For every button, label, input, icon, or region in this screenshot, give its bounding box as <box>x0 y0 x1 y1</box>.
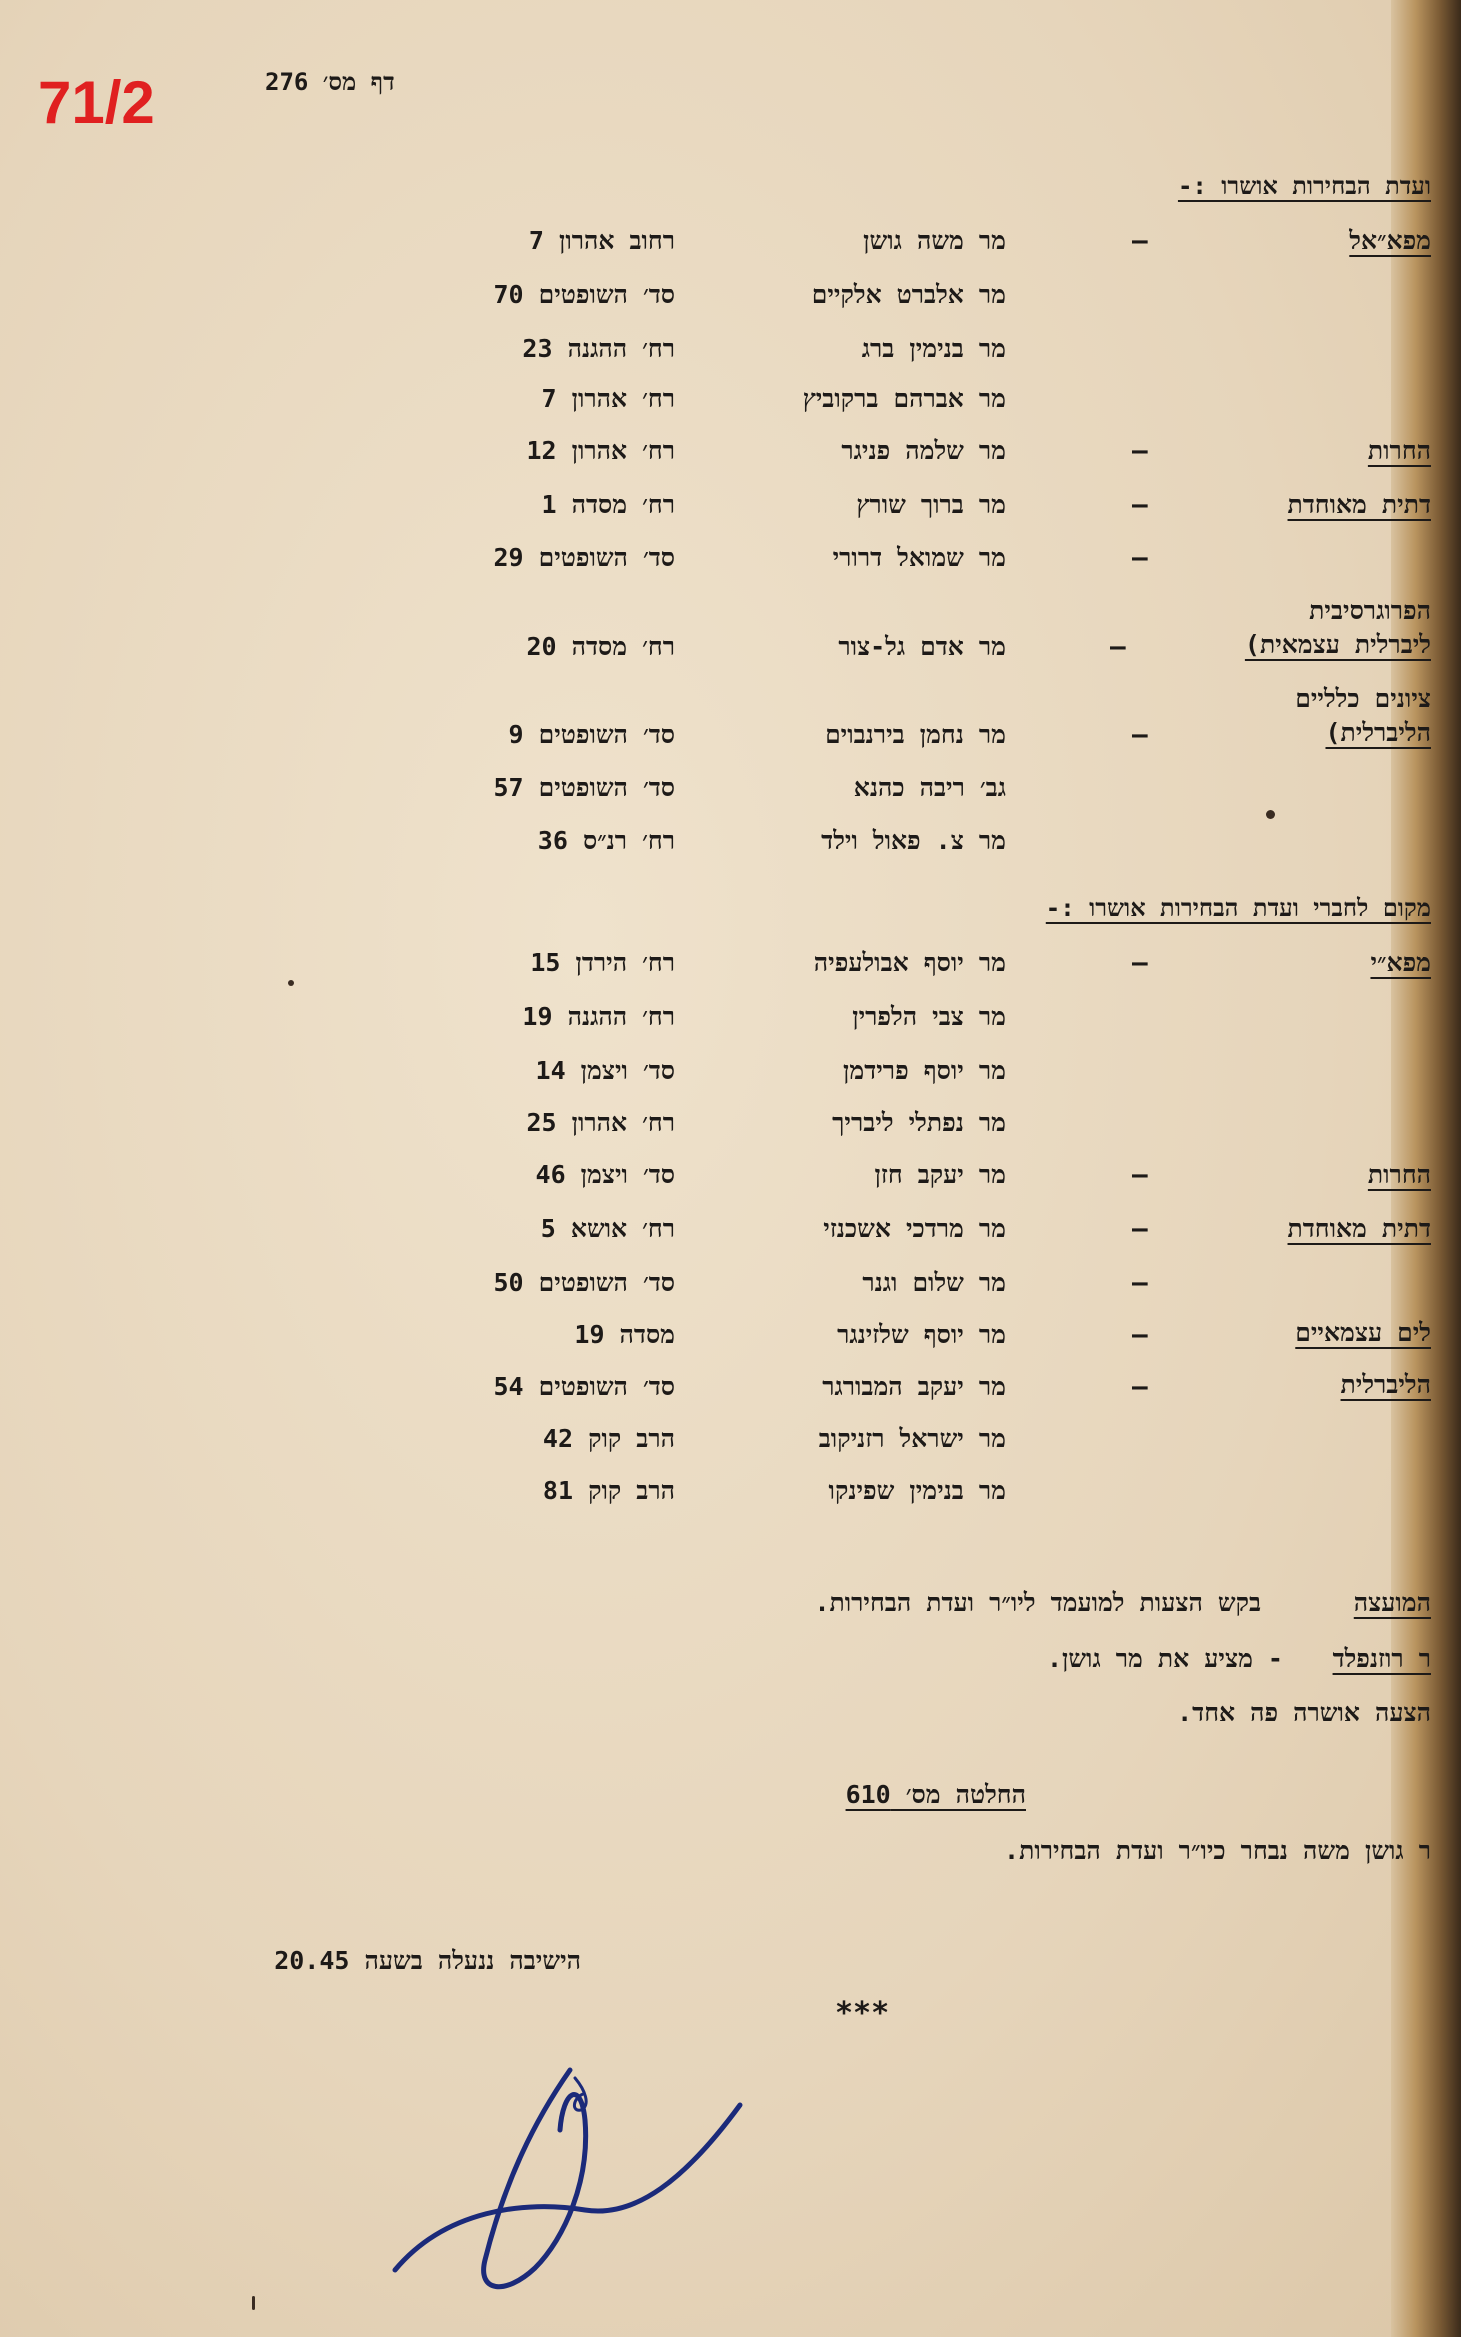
paper-speck <box>252 2296 255 2310</box>
member-address: רח׳ מסדה 1 <box>541 490 675 519</box>
separator-dash: – <box>1132 490 1148 520</box>
member-address: רחוב אהרון 7 <box>528 226 675 255</box>
signature <box>385 2060 755 2320</box>
deputy-address: הרב קוק 42 <box>542 1424 675 1453</box>
member-name: מר אברהם ברקוביץ <box>802 384 1006 413</box>
rosenfeld-text: - מציע את מר גושן. <box>1046 1644 1283 1673</box>
member-address: רח׳ רנ״ס 36 <box>537 826 675 855</box>
separator-dash: – <box>1110 632 1126 662</box>
party-label: הליברלית) <box>1325 718 1431 747</box>
party-label: ציונים כלליים <box>1295 684 1431 713</box>
deputy-name: מר יעקב המבורגר <box>822 1372 1006 1401</box>
decision-title: החלטה מס׳ 610 <box>845 1780 1026 1809</box>
separator-dash: – <box>1132 720 1148 750</box>
party-label: מפא״י <box>1370 948 1431 977</box>
deputy-name: מר יוסף פרידמן <box>843 1056 1006 1085</box>
party-label: החרות <box>1367 436 1431 465</box>
deputies-heading: מקום לחברי ועדת הבחירות אושרו :- <box>1045 894 1431 922</box>
deputy-name: מר יוסף שלזינגר <box>837 1320 1006 1349</box>
deputy-name: מר יוסף אבולעפיה <box>813 948 1006 977</box>
separator-dash: – <box>1132 1160 1148 1190</box>
deputy-address: רח׳ ההגנה 19 <box>522 1002 675 1031</box>
member-name: מר אלברט אלקיים <box>811 280 1006 309</box>
separator-dash: – <box>1132 543 1148 573</box>
separator-dash: – <box>1132 1372 1148 1402</box>
separator-dash: – <box>1132 436 1148 466</box>
separator-dash: – <box>1132 1268 1148 1298</box>
deputy-name: מר שלום וגנר <box>862 1268 1006 1297</box>
member-address: רח׳ אהרון 12 <box>526 436 675 465</box>
approval-text: הצעה אושרה פה אחד. <box>1177 1698 1431 1727</box>
deputy-name: מר ישראל רזניקוב <box>818 1424 1006 1453</box>
chairman-text: בקש הצעות למועמד ליו״ר ועדת הבחירות. <box>814 1588 1261 1617</box>
deputy-address: סד׳ השופטים 50 <box>493 1268 675 1297</box>
separator-dash: – <box>1132 1214 1148 1244</box>
member-name: גב׳ ריבה כהנא <box>853 773 1006 802</box>
deputy-address: סד׳ ויצמן 46 <box>535 1160 675 1189</box>
member-name: מר שמואל דרורי <box>832 543 1006 572</box>
member-name: מר אדם גל-צור <box>838 632 1006 661</box>
separator-dash: – <box>1132 948 1148 978</box>
deputy-address: סד׳ השופטים 54 <box>493 1372 675 1401</box>
deputy-address: רח׳ אהרון 25 <box>526 1108 675 1137</box>
deputy-name: מר צבי הלפרין <box>852 1002 1006 1031</box>
paper-speck <box>288 980 294 986</box>
member-address: סד׳ השופטים 57 <box>493 773 675 802</box>
end-stars: *** <box>835 1996 890 2031</box>
party-label: הליברלית <box>1340 1370 1431 1399</box>
party-label: דתית מאוחדת <box>1287 490 1431 519</box>
deputy-address: רח׳ הירדן 15 <box>530 948 675 977</box>
closing-text: הישיבה ננעלה בשעה 20.45 <box>274 1946 581 1975</box>
deputy-address: הרב קוק 81 <box>542 1476 675 1505</box>
member-address: סד׳ השופטים 9 <box>508 720 675 749</box>
deputy-address: רח׳ אושא 5 <box>540 1214 675 1243</box>
party-label: החרות <box>1367 1160 1431 1189</box>
member-name: מר משה גושן <box>863 226 1006 255</box>
member-address: סד׳ השופטים 70 <box>493 280 675 309</box>
page-number-header: דף מס׳ 276 <box>265 68 395 96</box>
member-name: מר שלמה פניגר <box>841 436 1006 465</box>
deputy-name: מר נפתלי ליבריך <box>832 1108 1006 1137</box>
party-label: לים עצמאיים <box>1295 1318 1431 1347</box>
member-address: סד׳ השופטים 29 <box>493 543 675 572</box>
deputy-address: סד׳ ויצמן 14 <box>535 1056 675 1085</box>
member-name: מר בנימין ברג <box>861 334 1006 363</box>
separator-dash: – <box>1132 1320 1148 1350</box>
member-name: מר צ. פאול וילד <box>821 826 1006 855</box>
deputy-name: מר יעקב חזן <box>874 1160 1006 1189</box>
paper-speck <box>1266 810 1275 819</box>
reference-number: 71/2 <box>38 69 155 136</box>
chairman-label: המועצה <box>1353 1588 1431 1617</box>
party-label: דתית מאוחדת <box>1287 1214 1431 1243</box>
party-label: הפרוגרסיבית <box>1309 596 1431 625</box>
separator-dash: – <box>1132 226 1148 256</box>
deputy-name: מר מרדכי אשכנזי <box>823 1214 1006 1243</box>
party-label: מפא״אל <box>1349 226 1431 255</box>
member-name: מר נחמן בירנבוים <box>825 720 1006 749</box>
member-address: רח׳ אהרון 7 <box>541 384 675 413</box>
decision-text: ר גושן משה נבחר כיו״ר ועדת הבחירות. <box>1004 1836 1431 1865</box>
deputy-name: מר בנימין שפינקו <box>828 1476 1006 1505</box>
member-address: רח׳ ההגנה 23 <box>522 334 675 363</box>
party-label: ליברלית עצמאית) <box>1244 630 1431 659</box>
member-name: מר ברוך שורץ <box>856 490 1006 519</box>
member-address: רח׳ מסדה 20 <box>526 632 675 661</box>
rosenfeld-label: ר רוזנפלד <box>1332 1644 1431 1673</box>
committee-heading: ועדת הבחירות אושרו :- <box>1177 172 1431 200</box>
deputy-address: מסדה 19 <box>574 1320 675 1349</box>
